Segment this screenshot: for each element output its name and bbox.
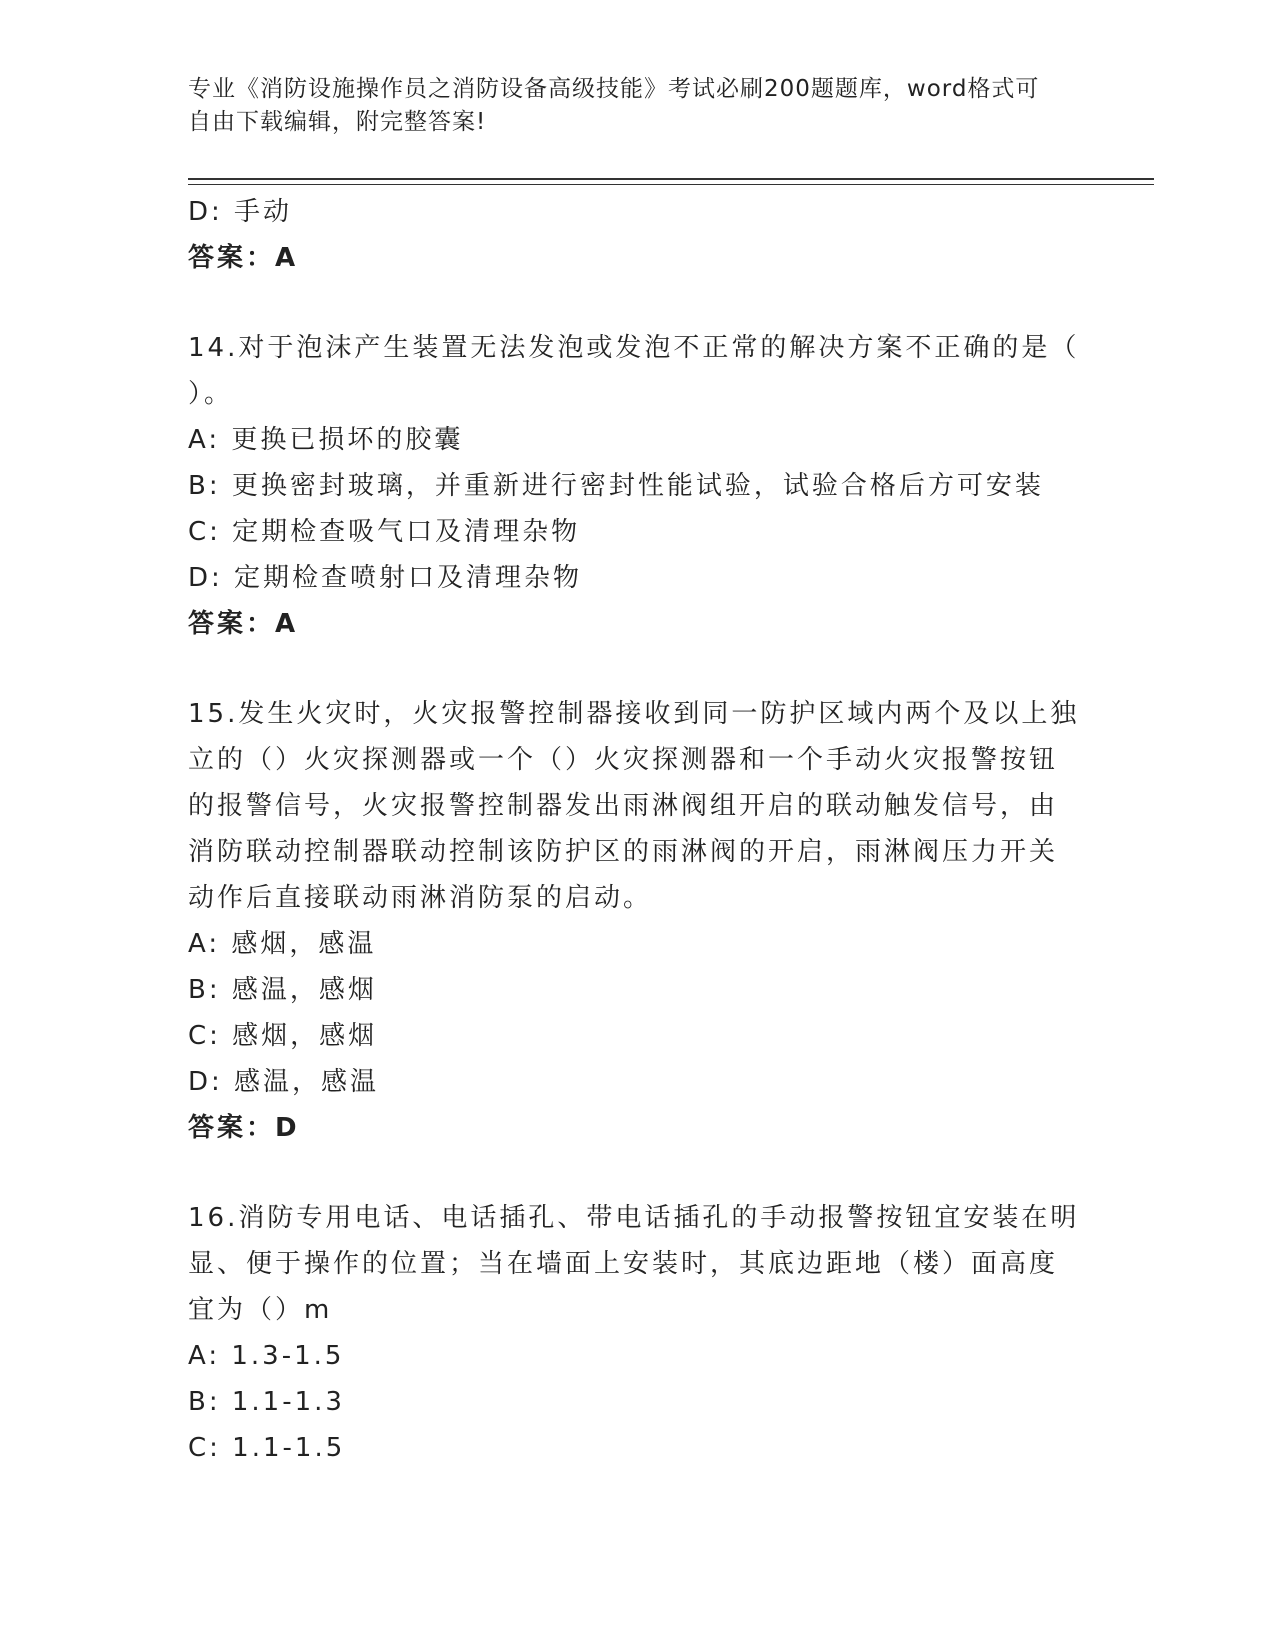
answer-line: 答案：A (188, 243, 299, 273)
page-header (188, 73, 1068, 139)
spacer (188, 281, 1088, 325)
header-line-1: 专业《消防设施操作员之消防设备高级技能》考试必刷200题题库，word格式可 (188, 76, 1040, 102)
question-14 (188, 325, 1088, 647)
option-b: B: 感温，感烟 (188, 975, 377, 1005)
option-c: C: 1.1-1.5 (188, 1433, 346, 1463)
option-d: D: 感温，感温 (188, 1067, 380, 1097)
option-a: A: 1.3-1.5 (188, 1341, 345, 1371)
answer-line: 答案：A (188, 609, 299, 639)
question-stem-line: 动作后直接联动雨淋消防泵的启动。 (188, 883, 653, 913)
question-stem-line: 的报警信号，火灾报警控制器发出雨淋阀组开启的联动触发信号，由 (188, 791, 1059, 821)
answer-line: 答案：D (188, 1113, 300, 1143)
question-content (188, 189, 1088, 1471)
option-c: C: 定期检查吸气口及清理杂物 (188, 517, 581, 547)
question-15 (188, 691, 1088, 1151)
header-divider-thick (188, 178, 1154, 180)
question-stem-line: 立的（）火灾探测器或一个（）火灾探测器和一个手动火灾报警按钮 (188, 745, 1059, 775)
question-stem-line: 消防联动控制器联动控制该防护区的雨淋阀的开启，雨淋阀压力开关 (188, 837, 1059, 867)
option-d: D: 手动 (188, 197, 293, 227)
spacer (188, 647, 1088, 691)
question-stem-line: 显、便于操作的位置；当在墙面上安装时，其底边距地（楼）面高度 (188, 1249, 1059, 1279)
continued-question (188, 189, 1088, 281)
option-a: A: 感烟，感温 (188, 929, 377, 959)
option-c: C: 感烟，感烟 (188, 1021, 378, 1051)
question-16 (188, 1195, 1088, 1471)
option-d: D: 定期检查喷射口及清理杂物 (188, 563, 583, 593)
question-stem-line: 14.对于泡沫产生装置无法发泡或发泡不正常的解决方案不正确的是（ (188, 333, 1080, 363)
option-b: B: 1.1-1.3 (188, 1387, 345, 1417)
header-line-2: 自由下载编辑，附完整答案! (188, 109, 487, 135)
question-stem-line: 15.发生火灾时，火灾报警控制器接收到同一防护区域内两个及以上独 (188, 699, 1080, 729)
option-b: B: 更换密封玻璃，并重新进行密封性能试验，试验合格后方可安装 (188, 471, 1044, 501)
question-stem-line: ）。 (188, 379, 234, 409)
question-stem-line: 16.消防专用电话、电话插孔、带电话插孔的手动报警按钮宜安装在明 (188, 1203, 1080, 1233)
question-stem-line: 宜为（）m (188, 1295, 333, 1325)
spacer (188, 1151, 1088, 1195)
header-divider-thin (188, 184, 1154, 185)
option-a: A: 更换已损坏的胶囊 (188, 425, 464, 455)
